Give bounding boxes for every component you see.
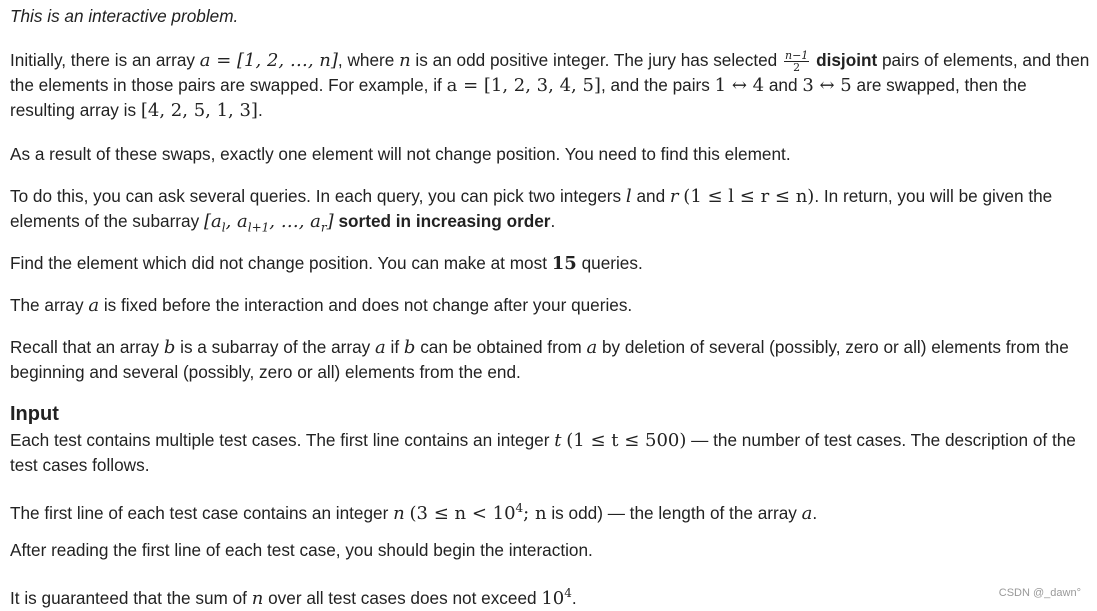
watermark: CSDN @_dawn° [998, 587, 1081, 599]
paragraph-swap-result: As a result of these swaps, exactly one element will not change position. You need to find this element. [10, 144, 791, 164]
paragraph-fixed-array: The array a is fixed before the interaction and does not change after your queries. [10, 295, 633, 316]
paragraph-array-setup: Initially, there is an array a = [1, 2, …, n], where n is an odd positive integer. The jury has selected $\frac{n-1}{2}$ disjoint pairs of elements, and then the elements in those pairs are swapped. For example, if a = [1, 2, 3, 4, 5], and the pairs 1 ↔ 4 and 3 ↔ 5 are swapped, then the resulting array is [4, 2, 5, 1, 3]. [10, 48, 1090, 121]
intro-text: This is an interactive problem. [10, 6, 239, 26]
paragraph-sum-guarantee: It is guaranteed that the sum of n over all test cases does not exceed $10^4$. [10, 586, 577, 609]
paragraph-queries: To do this, you can ask several queries. In each query, you can pick two integers l and r (1 ≤ l ≤ r ≤ n). In return, you will be given the elements of the subarray [$a_l$, $a_{l+1}$, …, $a_r$] sorted in increasing order. [10, 186, 1053, 235]
paragraph-begin-interaction: After reading the first line of each test case, you should begin the interaction. [10, 540, 593, 560]
paragraph-subarray-definition: Recall that an array b is a subarray of the array a if b can be obtained from a by deletion of several (possibly, zero or all) elements from the beginning and several (possibly, zero or all) elements from the end. [10, 337, 1069, 382]
paragraph-array-length: The first line of each test case contains an integer n ($3 \le n < 10^4$; n is odd) — the length of the array a. [10, 501, 818, 524]
fraction: $\frac{n-1}{2}$ [785, 48, 809, 74]
paragraph-test-count: Each test contains multiple test cases. The first line contains an integer t (1 ≤ t ≤ 500) — the number of test cases. The description of the test cases follows. [10, 430, 1076, 475]
input-section-title: Input [10, 403, 59, 425]
paragraph-query-limit: Find the element which did not change position. You can make at most 15 queries. [10, 253, 643, 274]
